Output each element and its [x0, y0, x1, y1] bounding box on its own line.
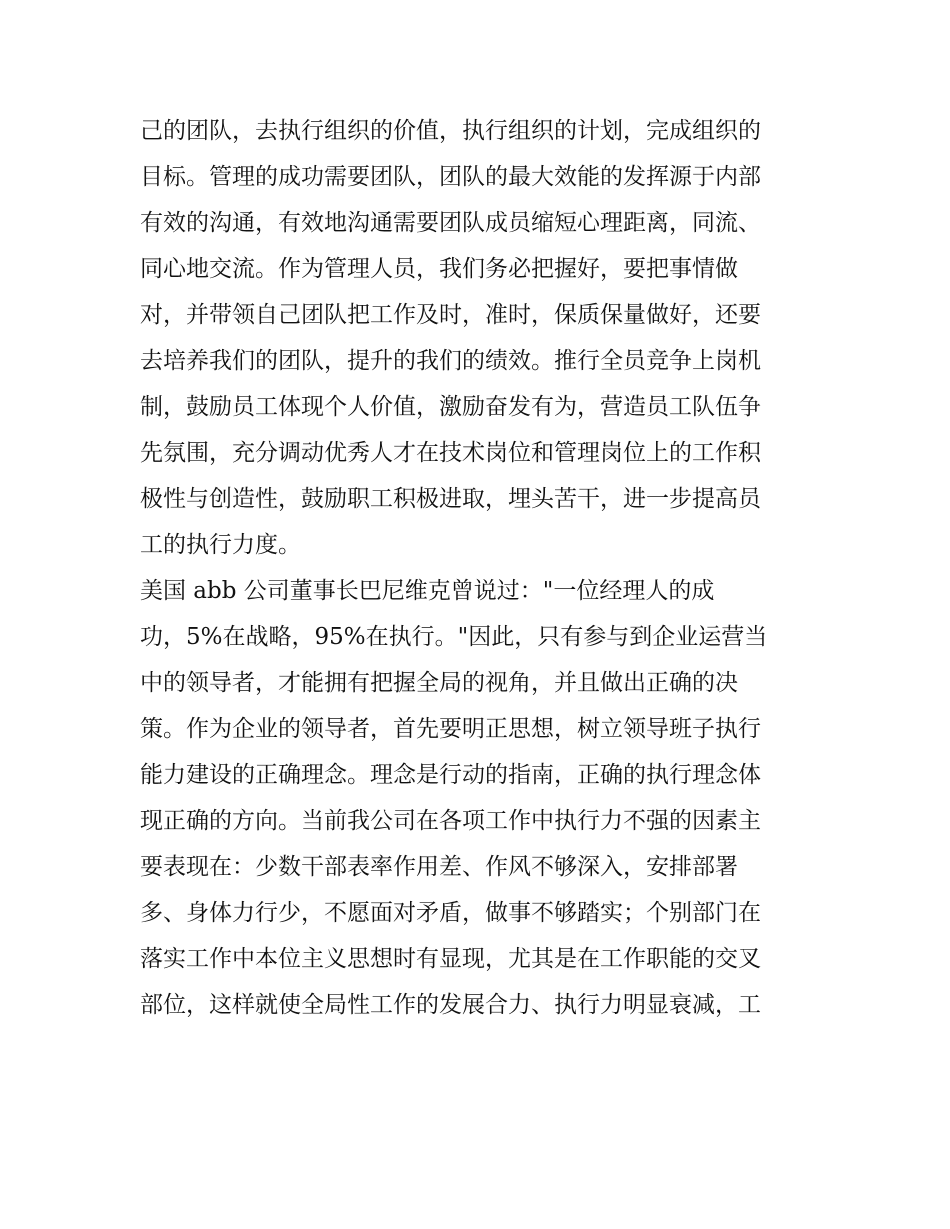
text-line: 制，鼓励员工体现个人价值，激励奋发有为，营造员工队伍争	[140, 394, 761, 420]
text-line: 落实工作中本位主义思想时有显现，尤其是在工作职能的交叉	[140, 946, 761, 972]
text-line: 己的团队，去执行组织的价值，执行组织的计划，完成组织的	[140, 118, 761, 144]
text-line: 同心地交流。作为管理人员，我们务必把握好，要把事情做	[140, 256, 738, 282]
document-body	[140, 108, 820, 1028]
text-line: 现正确的方向。当前我公司在各项工作中执行力不强的因素主	[140, 808, 761, 834]
text-line: 美国 abb 公司董事长巴尼维克曾说过："一位经理人的成	[140, 578, 715, 604]
text-line: 部位，这样就使全局性工作的发展合力、执行力明显衰减，工	[140, 992, 761, 1018]
text-line: 去培养我们的团队，提升的我们的绩效。推行全员竞争上岗机	[140, 348, 761, 374]
text-line: 工的执行力度。	[140, 532, 301, 558]
text-line: 多、身体力行少，不愿面对矛盾，做事不够踏实；个别部门在	[140, 900, 761, 926]
text-line: 对，并带领自己团队把工作及时，准时，保质保量做好，还要	[140, 302, 761, 328]
text-line: 中的领导者，才能拥有把握全局的视角，并且做出正确的决	[140, 670, 738, 696]
text-line: 要表现在：少数干部表率作用差、作风不够深入，安排部署	[140, 854, 738, 880]
text-line: 极性与创造性，鼓励职工积极进取，埋头苦干，进一步提高员	[140, 486, 761, 512]
text-line: 先氛围，充分调动优秀人才在技术岗位和管理岗位上的工作积	[140, 440, 761, 466]
text-line: 能力建设的正确理念。理念是行动的指南，正确的执行理念体	[140, 762, 761, 788]
text-line: 策。作为企业的领导者，首先要明正思想，树立领导班子执行	[140, 716, 761, 742]
text-line: 有效的沟通，有效地沟通需要团队成员缩短心理距离，同流、	[140, 210, 761, 236]
text-line: 功，5%在战略，95%在执行。"因此，只有参与到企业运营当	[140, 624, 768, 650]
text-line: 目标。管理的成功需要团队，团队的最大效能的发挥源于内部	[140, 164, 761, 190]
